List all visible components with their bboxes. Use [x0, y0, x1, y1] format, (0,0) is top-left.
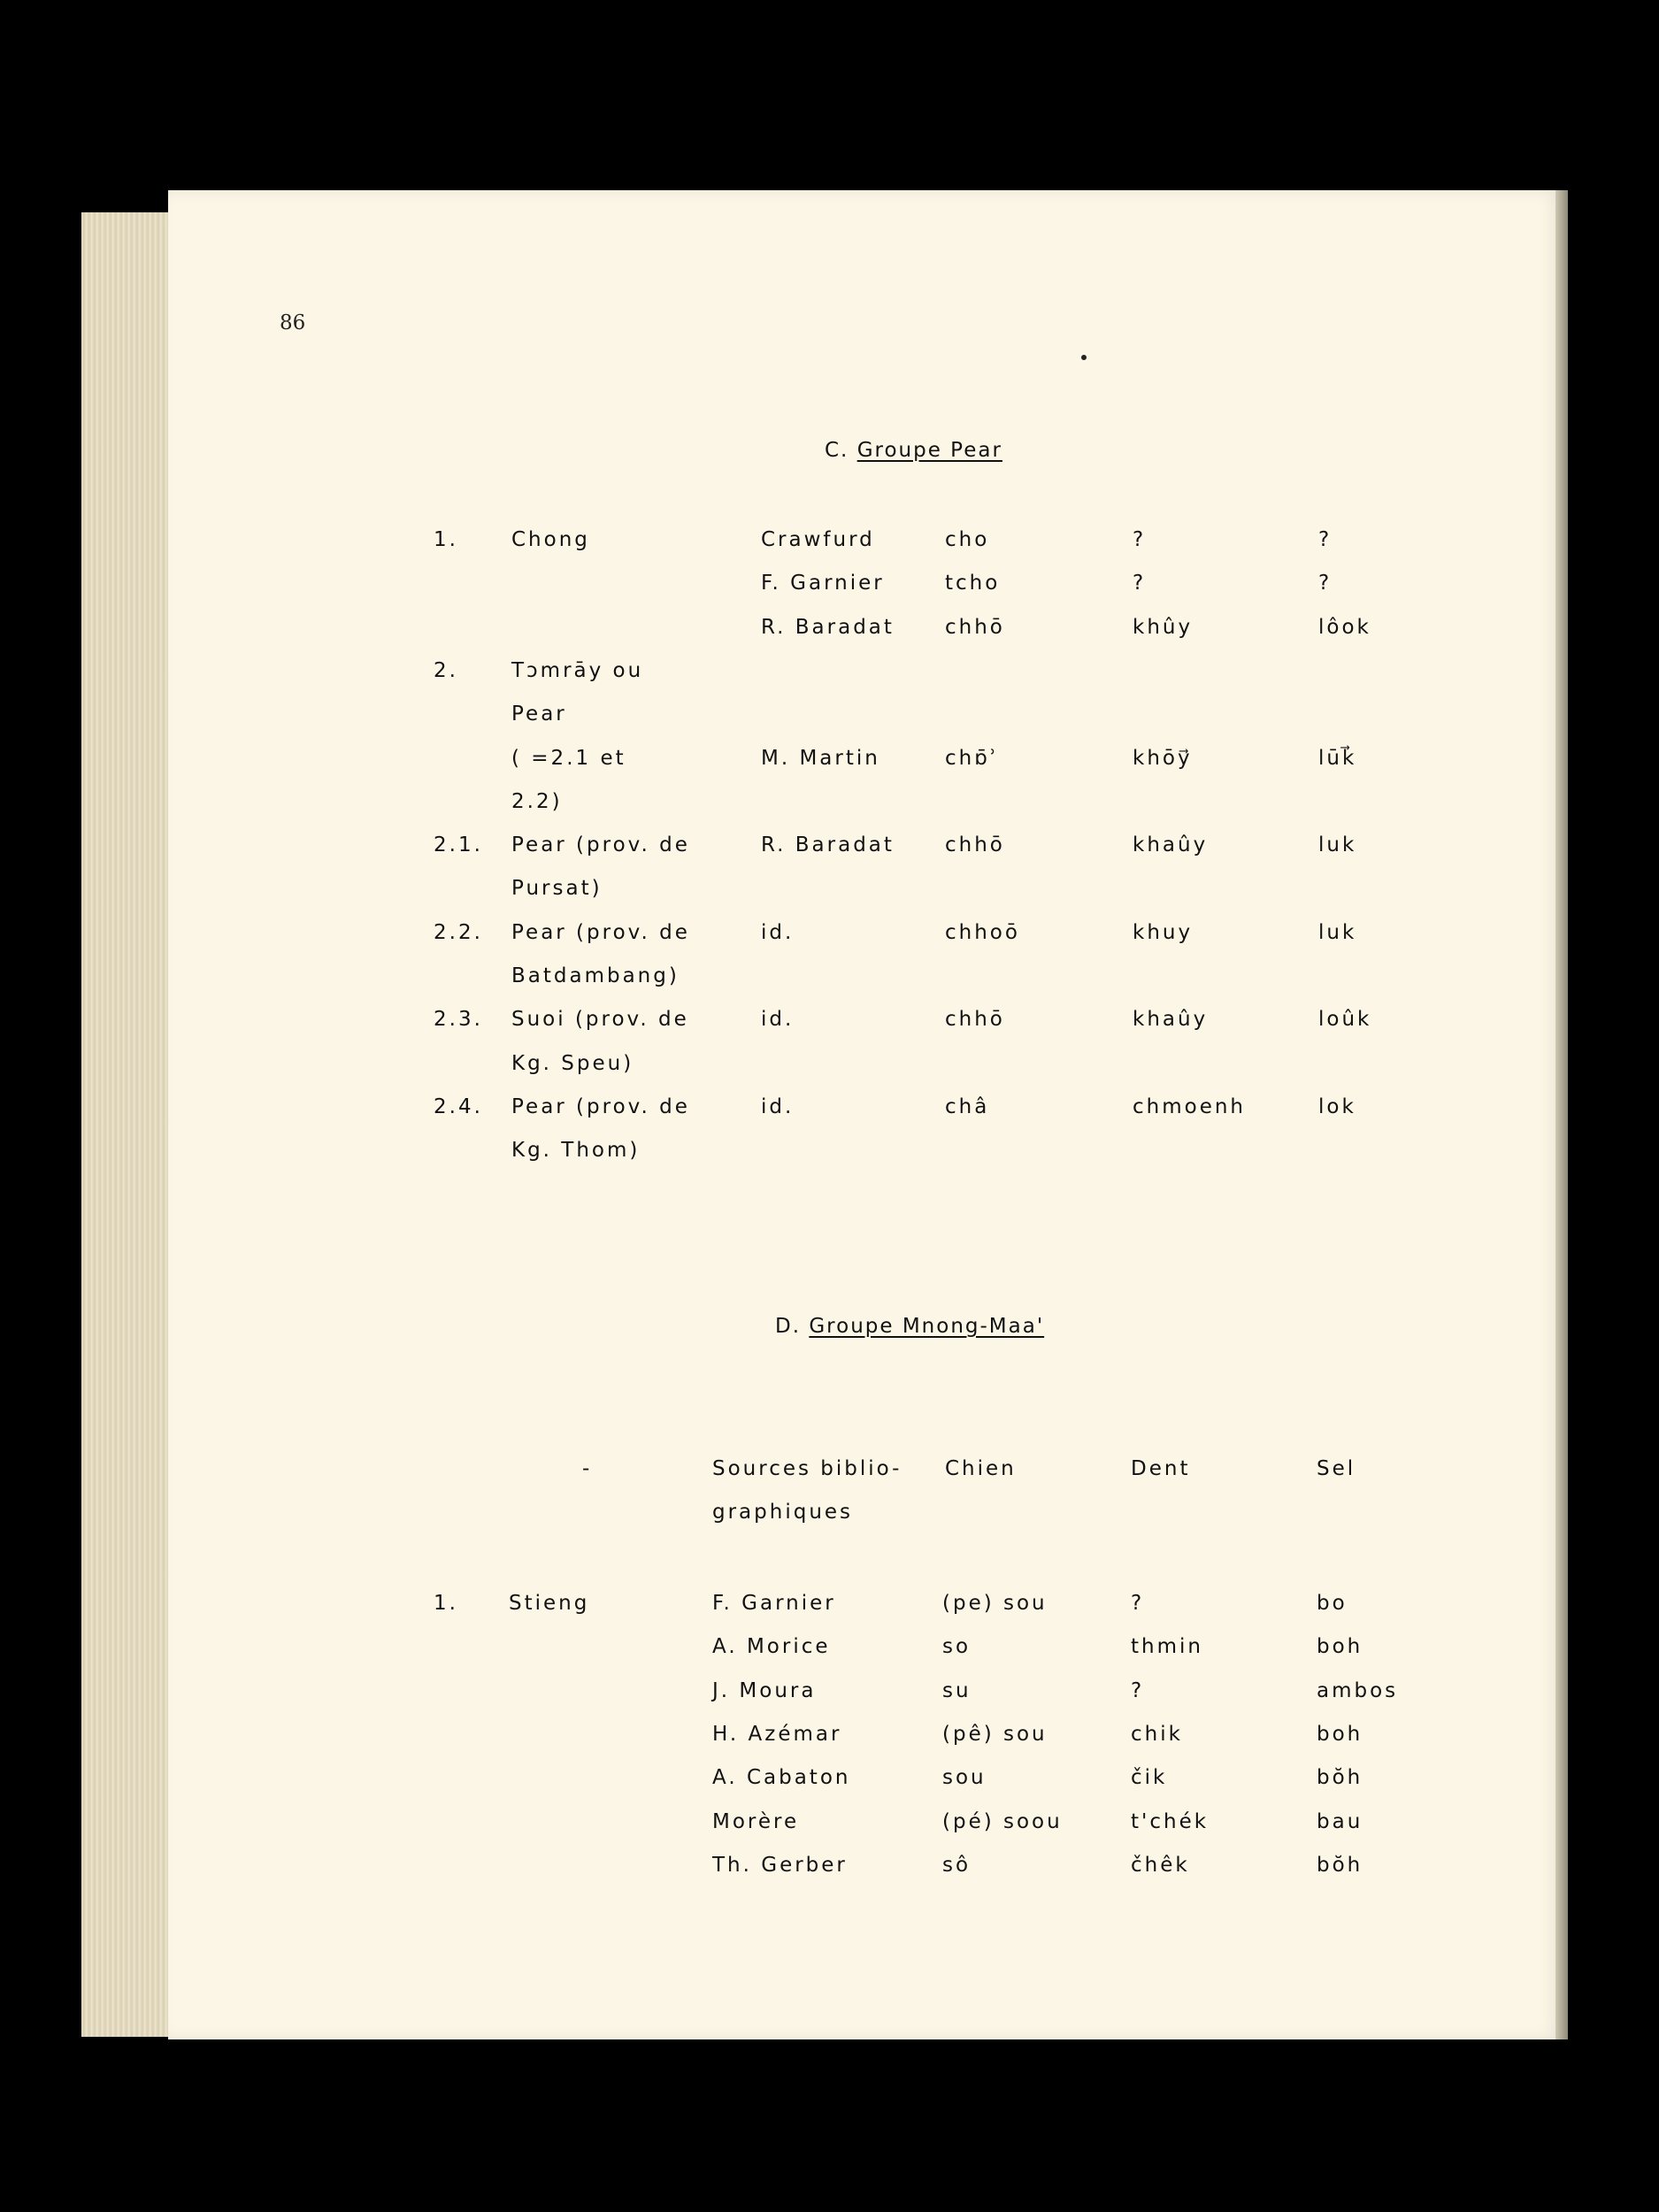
cell-source: id. [761, 920, 795, 944]
cell-sel: ? [1318, 528, 1333, 551]
cell-dent: chmoenh [1133, 1094, 1247, 1118]
cell-chien: tcho [945, 572, 1001, 595]
cell-chien: chhoō [945, 920, 1020, 944]
cell-sel: boh [1317, 1635, 1363, 1659]
cell-chien: chɒ̄ʾ [945, 746, 999, 770]
ink-dot [1081, 355, 1087, 360]
cell-lang: Pursat) [511, 877, 603, 901]
cell-sel: lok [1318, 1094, 1356, 1118]
cell-dent: khōy⃗ [1133, 746, 1193, 770]
cell-source: R. Baradat [761, 615, 895, 639]
cell-lang: Kg. Thom) [511, 1139, 641, 1163]
cell-source: M. Martin [761, 746, 880, 770]
cell-dent: chik [1131, 1722, 1183, 1746]
cell-source: Crawfurd [761, 528, 875, 551]
cell-chien: châ [945, 1094, 990, 1118]
cell-num: 2.3. [434, 1008, 483, 1032]
section-c-heading [825, 439, 1002, 462]
cell-dent: čik [1131, 1766, 1168, 1790]
cell-source: A. Cabaton [712, 1766, 851, 1790]
cell-lang: Pear (prov. de [511, 1094, 690, 1118]
cell-sel: ambos [1317, 1678, 1399, 1702]
cell-lang: Stieng [509, 1592, 590, 1615]
cell-sel: ? [1318, 572, 1333, 595]
cell-lang: Kg. Speu) [511, 1051, 634, 1075]
cell-sel: boh [1317, 1722, 1363, 1746]
cell-lang: Batdambang) [511, 964, 680, 987]
page-right-edge [1555, 190, 1568, 2039]
cell-chien: chhō [945, 615, 1005, 639]
cell-source: F. Garnier [712, 1592, 836, 1615]
cell-lang: Suoi (prov. de [511, 1008, 689, 1032]
cell-dent: khuy [1133, 920, 1194, 944]
cell-chien: cho [945, 528, 990, 551]
section-d-heading [775, 1315, 1044, 1338]
cell-chien: (pê) sou [942, 1722, 1048, 1746]
cell-chien: chhō [945, 1008, 1005, 1032]
cell-source: J. Moura [712, 1678, 817, 1702]
cell-chien: (pe) sou [942, 1592, 1048, 1615]
section-c-title: Groupe Pear [856, 439, 1002, 462]
cell-source: A. Morice [712, 1635, 831, 1659]
cell-dent: ? [1133, 572, 1147, 595]
cell-source: F. Garnier [761, 572, 885, 595]
cell-chien: so [942, 1635, 972, 1659]
cell-dent: ? [1133, 528, 1147, 551]
header-dash: - [582, 1457, 593, 1480]
cell-dent: ? [1131, 1678, 1145, 1702]
cell-num: 2.2. [434, 920, 483, 944]
cell-num: 2.4. [434, 1094, 483, 1118]
cell-source: id. [761, 1008, 795, 1032]
cell-sel: lôok [1318, 615, 1371, 639]
section-c-prefix: C. [825, 439, 849, 462]
cell-num: 2. [434, 658, 458, 682]
cell-dent: ? [1131, 1592, 1145, 1615]
cell-sel: bŏh [1317, 1853, 1363, 1877]
cell-dent: khaûy [1133, 1008, 1209, 1032]
cell-sel: bau [1317, 1809, 1363, 1833]
cell-lang: Tɔmrāy ou [511, 658, 644, 682]
cell-num: 1. [434, 528, 458, 551]
header-source-line1: Sources biblio- [712, 1457, 902, 1480]
cell-source: Morère [712, 1809, 800, 1833]
cell-source: id. [761, 1094, 795, 1118]
cell-chien: chhō [945, 833, 1005, 857]
cell-chien: su [942, 1678, 972, 1702]
section-d-title: Groupe Mnong-Maa' [809, 1315, 1045, 1338]
cell-lang: ( =2.1 et [511, 746, 626, 770]
section-d-prefix: D. [775, 1315, 802, 1338]
cell-chien: (pé) soou [942, 1809, 1063, 1833]
cell-chien: sou [942, 1766, 987, 1790]
header-chien: Chien [945, 1457, 1017, 1480]
cell-source: Th. Gerber [712, 1853, 848, 1877]
cell-sel: bŏh [1317, 1766, 1363, 1790]
cell-lang: Pear (prov. de [511, 833, 690, 857]
cell-dent: thmin [1131, 1635, 1203, 1659]
header-dent: Dent [1131, 1457, 1191, 1480]
cell-chien: sô [942, 1853, 972, 1877]
header-source-line2: graphiques [712, 1501, 854, 1524]
cell-sel: loûk [1318, 1008, 1372, 1032]
header-sel: Sel [1317, 1457, 1356, 1480]
cell-sel: bo [1317, 1592, 1348, 1615]
cell-num: 1. [434, 1592, 458, 1615]
cell-source: R. Baradat [761, 833, 895, 857]
cell-sel: luk [1318, 920, 1357, 944]
cell-sel: lūk⃗ [1318, 746, 1357, 770]
cell-lang: 2.2) [511, 789, 563, 813]
cell-lang: Pear (prov. de [511, 920, 690, 944]
cell-source: H. Azémar [712, 1722, 842, 1746]
page-stack-edge [81, 212, 177, 2037]
cell-dent: khûy [1133, 615, 1194, 639]
cell-dent: čhêk [1131, 1853, 1190, 1877]
page-number: 86 [280, 311, 306, 334]
cell-lang: Pear [511, 703, 567, 726]
cell-dent: khaûy [1133, 833, 1209, 857]
cell-sel: luk [1318, 833, 1357, 857]
cell-dent: t'chék [1131, 1809, 1210, 1833]
cell-lang: Chong [511, 528, 590, 551]
cell-num: 2.1. [434, 833, 483, 857]
